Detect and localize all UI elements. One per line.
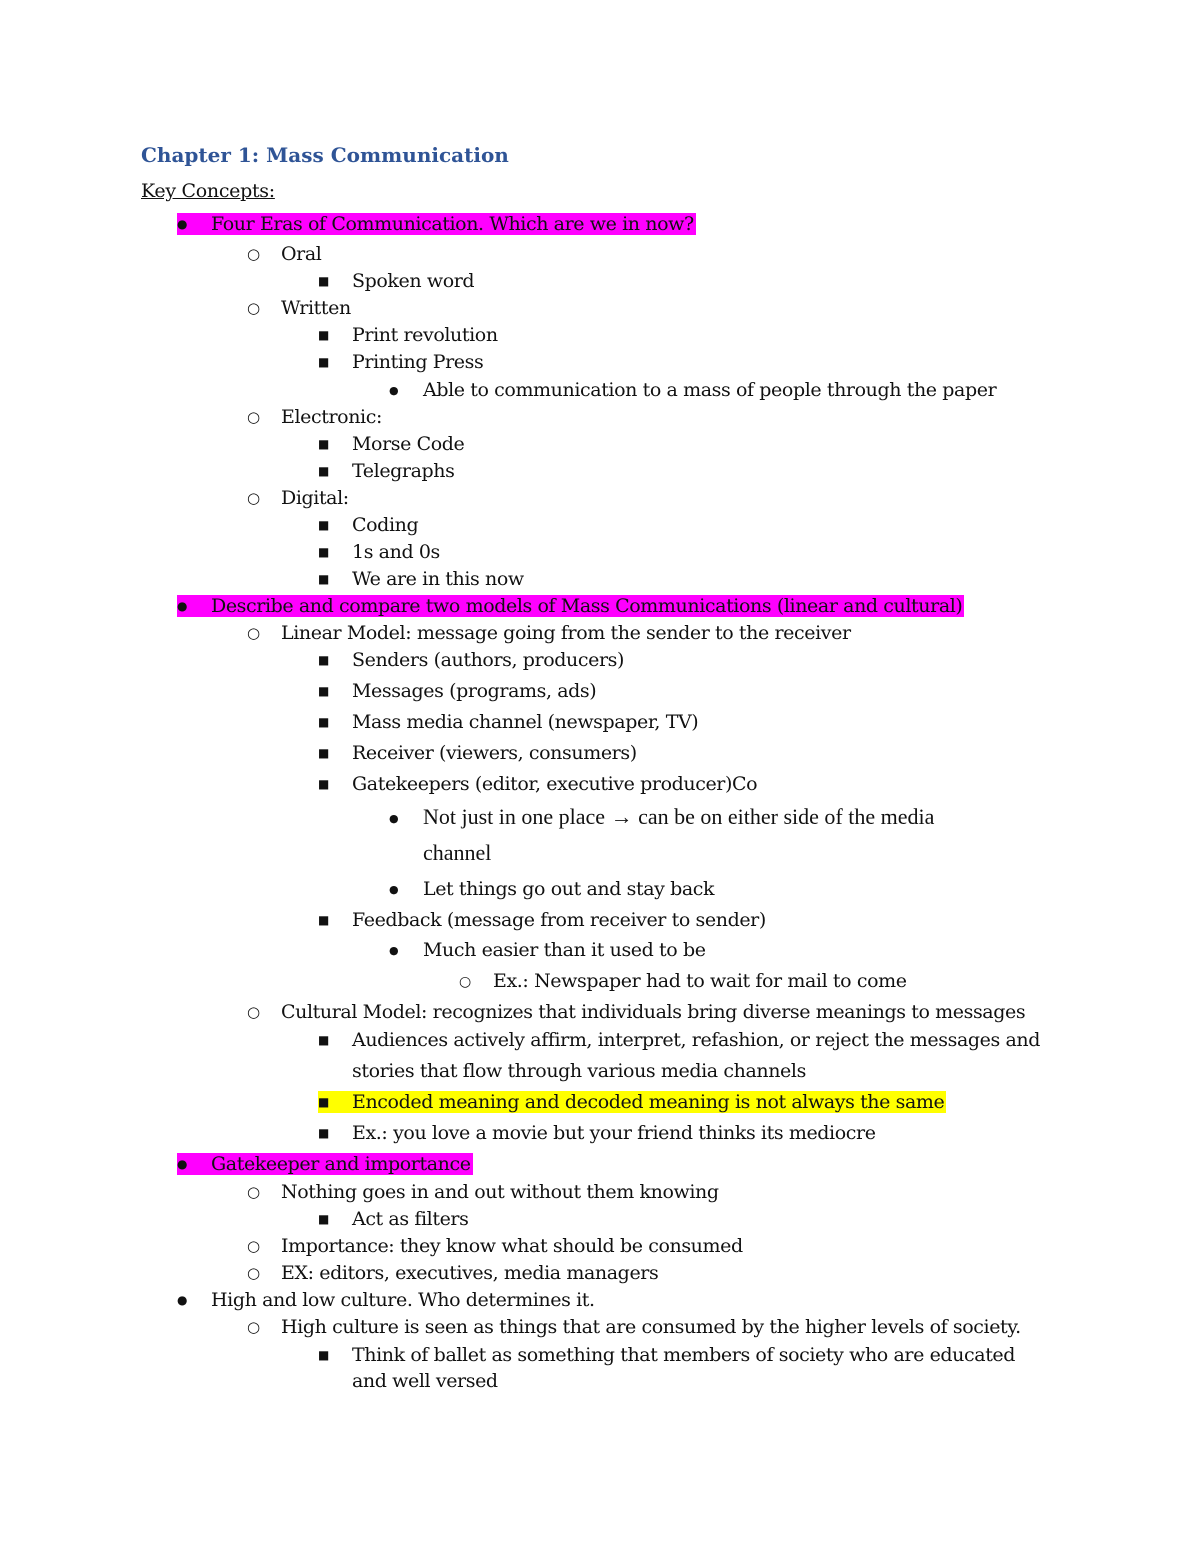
- square-bullet-icon: [318, 322, 352, 351]
- square-bullet-icon: [318, 431, 352, 460]
- list-item: ●Let things go out and stay back: [389, 876, 714, 903]
- circle-bullet-icon: [247, 1260, 281, 1288]
- list-item: ■Gatekeepers (editor, executive producer)Co: [318, 771, 757, 798]
- list-item-continuation: stories that flow through various media channels: [352, 1060, 806, 1082]
- list-item: ○Digital:: [247, 485, 349, 512]
- bullet-icon: [177, 1287, 211, 1316]
- square-bullet-icon: [318, 1027, 352, 1056]
- list-item: ■1s and 0s: [318, 539, 440, 566]
- list-item: ●Not just in one place → can be on either side of the media: [389, 803, 934, 830]
- list-item: ○Linear Model: message going from the sender to the receiver: [247, 620, 851, 647]
- list-item: ■Encoded meaning and decoded meaning is not always the same: [318, 1089, 946, 1116]
- bullet-icon: [177, 1151, 211, 1180]
- bullet-icon: [389, 377, 423, 406]
- key-concepts-heading: Key Concepts:: [141, 180, 275, 202]
- list-item: ○Electronic:: [247, 404, 382, 431]
- list-item: ■Spoken word: [318, 268, 474, 295]
- list-item: ○Written: [247, 295, 351, 322]
- list-item: ■Receiver (viewers, consumers): [318, 740, 637, 767]
- list-item-continuation: channel: [423, 840, 492, 865]
- list-item: ○High culture is seen as things that are consumed by the higher levels of society.: [247, 1314, 1021, 1341]
- bullet-icon: [389, 876, 423, 905]
- square-bullet-icon: [318, 740, 352, 769]
- square-bullet-icon: [318, 907, 352, 936]
- square-bullet-icon: [318, 349, 352, 378]
- circle-bullet-icon: [247, 404, 281, 432]
- list-item: ○Importance: they know what should be consumed: [247, 1233, 743, 1260]
- circle-bullet-icon: [247, 1179, 281, 1207]
- list-item: ●High and low culture. Who determines it.: [177, 1287, 595, 1314]
- list-item: ○EX: editors, executives, media managers: [247, 1260, 658, 1287]
- list-item: ■Feedback (message from receiver to sender): [318, 907, 766, 934]
- square-bullet-icon: [318, 647, 352, 676]
- square-bullet-icon: [318, 1089, 352, 1118]
- square-bullet-icon: [318, 458, 352, 487]
- square-bullet-icon: [318, 1120, 352, 1149]
- list-item: ●Describe and compare two models of Mass Communications (linear and cultural): [177, 593, 964, 620]
- square-bullet-icon: [318, 1206, 352, 1235]
- list-item-continuation: and well versed: [352, 1370, 498, 1392]
- list-item: ■Think of ballet as something that members of society who are educated: [318, 1342, 1015, 1369]
- bullet-icon: [389, 937, 423, 966]
- square-bullet-icon: [318, 1342, 352, 1371]
- list-item: ●Gatekeeper and importance: [177, 1151, 473, 1178]
- bullet-icon: [177, 211, 211, 240]
- list-item: ○Cultural Model: recognizes that individuals bring diverse meanings to messages: [247, 999, 1025, 1026]
- list-item: ○Ex.: Newspaper had to wait for mail to come: [459, 968, 907, 995]
- list-item: ■Messages (programs, ads): [318, 678, 596, 705]
- circle-bullet-icon: [247, 999, 281, 1027]
- list-item: ●Much easier than it used to be: [389, 937, 706, 964]
- square-bullet-icon: [318, 566, 352, 595]
- list-item: ■Act as filters: [318, 1206, 468, 1233]
- circle-bullet-icon: [247, 485, 281, 513]
- list-item: ■We are in this now: [318, 566, 524, 593]
- square-bullet-icon: [318, 512, 352, 541]
- square-bullet-icon: [318, 771, 352, 800]
- list-item: ■Senders (authors, producers): [318, 647, 624, 674]
- circle-bullet-icon: [459, 968, 493, 997]
- circle-bullet-icon: [247, 295, 281, 323]
- list-item: ●Four Eras of Communication. Which are we in now?: [177, 211, 696, 238]
- list-item: ○Oral: [247, 241, 321, 268]
- circle-bullet-icon: [247, 241, 281, 269]
- square-bullet-icon: [318, 539, 352, 568]
- square-bullet-icon: [318, 678, 352, 707]
- square-bullet-icon: [318, 268, 352, 297]
- list-item: ■Coding: [318, 512, 418, 539]
- list-item: ■Audiences actively affirm, interpret, refashion, or reject the messages and: [318, 1027, 1040, 1054]
- list-item: ■Telegraphs: [318, 458, 455, 485]
- list-item: ■Morse Code: [318, 431, 464, 458]
- list-item: ●Able to communication to a mass of people through the paper: [389, 377, 996, 404]
- chapter-title: Chapter 1: Mass Communication: [141, 143, 509, 167]
- circle-bullet-icon: [247, 1233, 281, 1261]
- bullet-icon: [389, 805, 423, 834]
- circle-bullet-icon: [247, 1314, 281, 1342]
- circle-bullet-icon: [247, 620, 281, 648]
- list-item: ■Printing Press: [318, 349, 483, 376]
- list-item: ○Nothing goes in and out without them knowing: [247, 1179, 719, 1206]
- list-item: ■Mass media channel (newspaper, TV): [318, 709, 698, 736]
- bullet-icon: [177, 593, 211, 622]
- list-item: ■Ex.: you love a movie but your friend thinks its mediocre: [318, 1120, 876, 1147]
- list-item: ■Print revolution: [318, 322, 498, 349]
- square-bullet-icon: [318, 709, 352, 738]
